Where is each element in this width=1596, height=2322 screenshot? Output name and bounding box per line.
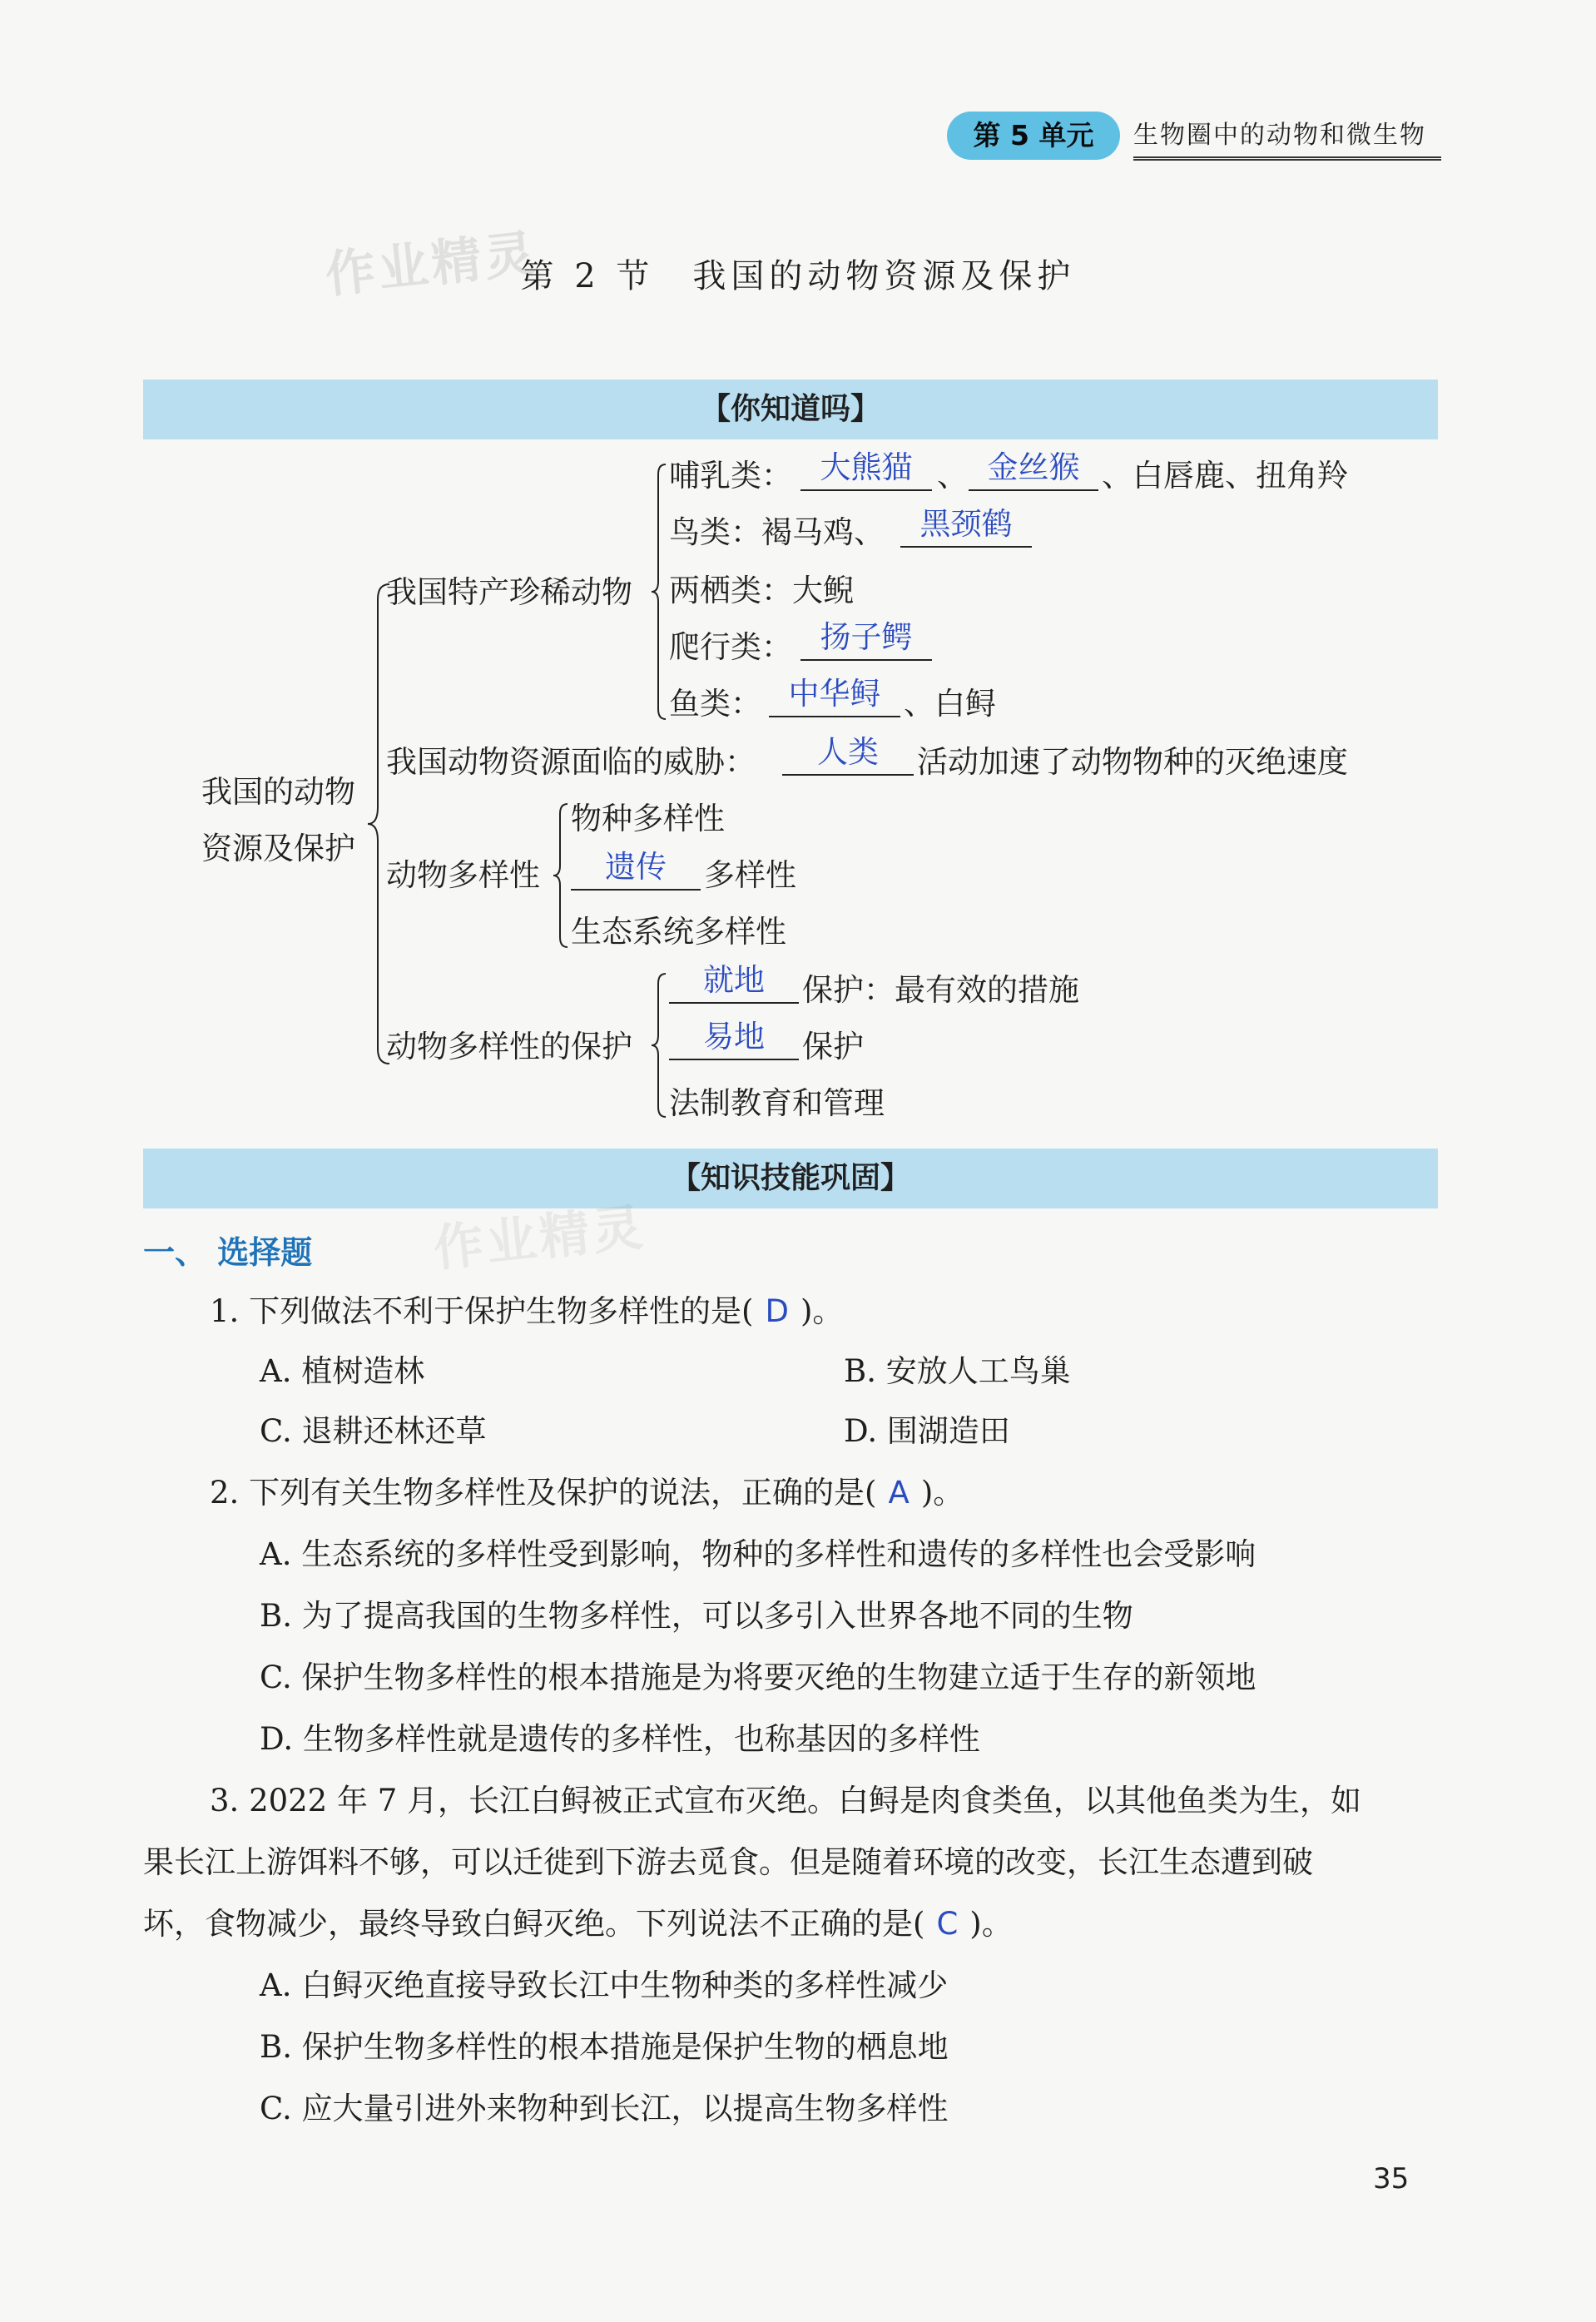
- band-do-you-know: 【你知道吗】: [143, 380, 1438, 439]
- ecosystem-diversity: 生态系统多样性: [571, 914, 786, 950]
- protection-brace: [651, 972, 667, 1119]
- q3-line3: 坏，食物减少，最终导致白鲟灭绝。下列说法不正确的是( C )。: [143, 1906, 1013, 1942]
- choice-heading: 一、 选择题: [143, 1234, 313, 1271]
- amphibian-line: 两栖类：大鲵: [669, 573, 854, 608]
- reptile-label: 爬行类：: [669, 629, 792, 665]
- threat-rest: 活动加速了动物物种的灭绝速度: [917, 744, 1348, 780]
- q2-stem: 2. 下列有关生物多样性及保护的说法，正确的是( A )。: [210, 1475, 964, 1511]
- map-branch-diversity: 动物多样性: [386, 857, 540, 893]
- q1-stem: 1. 下列做法不利于保护生物多样性的是( D )。: [210, 1293, 844, 1329]
- fish-label: 鱼类：: [669, 686, 761, 722]
- threat-label: 我国动物资源面临的威胁：: [386, 744, 756, 780]
- page-number: 35: [1373, 2162, 1410, 2195]
- in-situ-rest: 保护：最有效的措施: [802, 972, 1079, 1008]
- species-diversity: 物种多样性: [571, 801, 725, 836]
- rare-animals-brace: [651, 463, 667, 721]
- q3-answer: C: [936, 1906, 959, 1942]
- ex-situ-answer: 易地: [669, 1019, 799, 1060]
- q3-option-b: B. 保护生物多样性的根本措施是保护生物的栖息地: [260, 2029, 949, 2065]
- mammal-answer-2: 金丝猴: [969, 449, 1098, 491]
- genetic-rest: 多样性: [704, 857, 796, 893]
- mammal-answer-1: 大熊猫: [800, 449, 932, 491]
- mammal-rest: 、白唇鹿、扭角羚: [1102, 458, 1348, 494]
- in-situ-answer: 就地: [669, 962, 799, 1004]
- q2-option-a: A. 生态系统的多样性受到影响，物种的多样性和遗传的多样性也会受影响: [260, 1536, 1256, 1572]
- mammal-label: 哺乳类：: [669, 458, 792, 494]
- map-root-line2: 资源及保护: [201, 831, 355, 866]
- q3-option-a: A. 白鲟灭绝直接导致长江中生物种类的多样性减少: [260, 1967, 949, 2003]
- map-root-line1: 我国的动物: [201, 774, 355, 810]
- fish-rest: 、白鲟: [904, 686, 996, 722]
- map-branch-rare-animals: 我国特产珍稀动物: [386, 574, 632, 610]
- fish-answer: 中华鲟: [769, 676, 900, 717]
- q2-option-c: C. 保护生物多样性的根本措施是为将要灭绝的生物建立适于生存的新领地: [260, 1660, 1256, 1695]
- q1-option-a: A. 植树造林: [260, 1353, 425, 1389]
- genetic-answer: 遗传: [571, 849, 701, 891]
- q3-line2: 果长江上游饵料不够，可以迁徙到下游去觅食。但是随着环境的改变，长江生态遭到破: [143, 1844, 1313, 1880]
- diversity-brace: [553, 802, 569, 949]
- bird-answer: 黑颈鹤: [900, 506, 1032, 548]
- q1-option-b: B. 安放人工鸟巢: [844, 1353, 1071, 1389]
- q1-answer: D: [765, 1293, 789, 1329]
- watermark-middle: 作业精灵: [430, 1198, 649, 1279]
- reptile-answer: 扬子鳄: [800, 619, 932, 661]
- q1-option-d: D. 围湖造田: [844, 1413, 1010, 1449]
- mammal-separator: 、: [937, 458, 968, 494]
- unit-badge: 第 5 单元: [947, 112, 1120, 160]
- unit-title: 生物圈中的动物和微生物: [1133, 115, 1441, 161]
- q3-option-c: C. 应大量引进外来物种到长江，以提高生物多样性: [260, 2091, 949, 2126]
- legal-education: 法制教育和管理: [669, 1085, 885, 1121]
- q3-line1: 3. 2022 年 7 月，长江白鲟被正式宣布灭绝。白鲟是肉食类鱼，以其他鱼类为生，如: [210, 1783, 1362, 1818]
- q2-answer: A: [888, 1475, 910, 1511]
- section-title: 第 2 节 我国的动物资源及保护: [520, 257, 1076, 295]
- main-brace: [366, 583, 391, 1065]
- q2-option-b: B. 为了提高我国的生物多样性，可以多引入世界各地不同的生物: [260, 1598, 1133, 1634]
- q1-option-c: C. 退耕还林还草: [260, 1413, 487, 1449]
- map-branch-protection: 动物多样性的保护: [386, 1029, 632, 1064]
- q2-option-d: D. 生物多样性就是遗传的多样性，也称基因的多样性: [260, 1721, 980, 1757]
- band-skill-consolidation: 【知识技能巩固】: [143, 1149, 1438, 1208]
- bird-label: 鸟类：褐马鸡、: [669, 514, 885, 550]
- ex-situ-rest: 保护: [802, 1029, 864, 1064]
- threat-answer: 人类: [782, 734, 914, 776]
- watermark-top: 作业精灵: [322, 224, 541, 305]
